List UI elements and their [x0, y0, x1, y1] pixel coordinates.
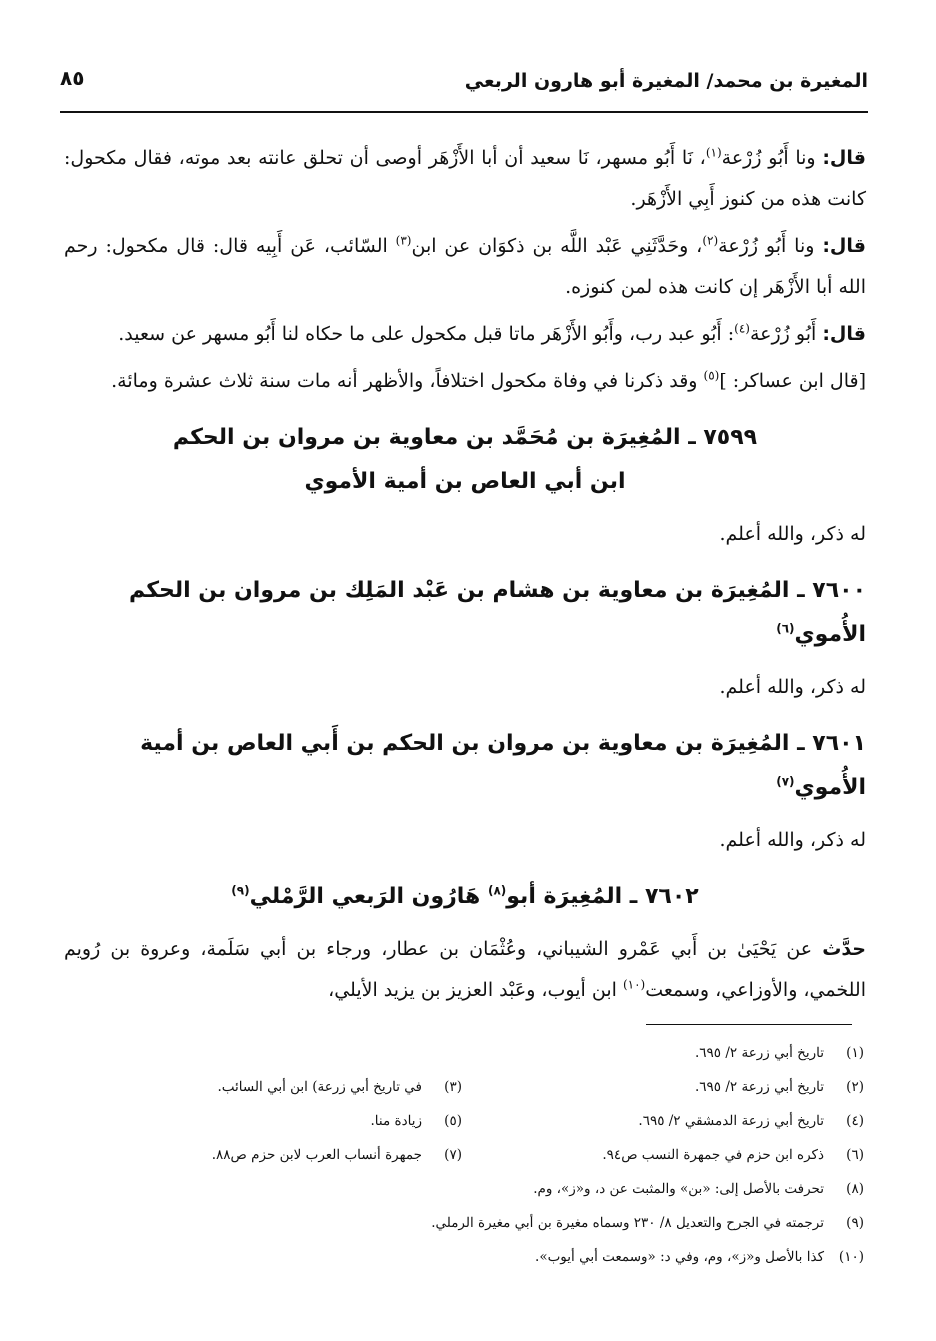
footnote: [462, 1104, 864, 1138]
page-number: ٨٥: [60, 66, 85, 90]
footnote: [60, 1070, 462, 1104]
footnote-row: [60, 1240, 864, 1274]
header-rule: [60, 111, 868, 113]
paragraph-text: : أَبُو عبد رب، وأَبُو الأَزْهَر ماتا قبل مكحول على ما حكاه لنا أَبُو مسهر عن سعيد.: [118, 323, 735, 345]
running-title: المغيرة بن محمد/ المغيرة أبو هارون الربعي: [464, 70, 868, 92]
paragraph-text: ابن أيوب، وعَبْد العزيز بن يزيد الأيلي،: [328, 979, 623, 1001]
footnote-text: تاريخ أبي زرعة ٢/ ٦٩٥.: [695, 1079, 824, 1095]
entry-heading-line: ٧٥٩٩ ـ المُغِيرَة بن مُحَمَّد بن معاوية بن مروان بن الحكم: [172, 425, 758, 450]
paragraph-text: ، نَا أَبُو مسهر، نَا سعيد أن أبا الأَزْهَر أوصى أن تحلق عانته بعد موته، فقال مكحول: كانت هذه من كنوز أَبِي الأَزْهَر.: [64, 147, 866, 210]
footnote-number: (٦): [846, 1147, 864, 1163]
footnote-number: (١): [846, 1045, 864, 1061]
footnote-number: (٨): [846, 1181, 864, 1197]
footnote: [60, 1172, 864, 1206]
paragraph-lead: قال:: [822, 323, 866, 345]
entry-heading-line: هَارُون الرَبعي الرَّمْلي: [249, 884, 488, 909]
footnote-number: (٧): [444, 1147, 462, 1163]
footnote-text: في تاريخ أبي زرعة) ابن أبي السائب.: [217, 1079, 422, 1095]
running-header: [60, 66, 868, 102]
footnote-row: [60, 1070, 864, 1104]
entry-heading-7600: [64, 569, 866, 657]
entry-heading-line: ٧٦٠٢ ـ المُغِيرَة أبو: [506, 884, 699, 909]
footnote-text: كذا بالأصل و«ز»، وم، وفي د: «وسمعت أبي أيوب».: [535, 1249, 824, 1265]
entry-text: له ذكر، والله أعلم.: [719, 676, 866, 698]
footnote-text: تاريخ أبي زرعة ٢/ ٦٩٥.: [695, 1045, 824, 1061]
footnote-text: تاريخ أبي زرعة الدمشقي ٢/ ٦٩٥.: [638, 1113, 824, 1129]
footnote-text: ترجمته في الجرح والتعديل ٨/ ٢٣٠ وسماه مغيرة بن أبي مغيرة الرملي.: [431, 1215, 824, 1231]
paragraph-text: ونا أَبُو زُرْعة: [721, 147, 823, 169]
footnote-number: (٢): [846, 1079, 864, 1095]
footnote: [60, 1138, 462, 1172]
footnote-text: زيادة منا.: [370, 1113, 422, 1129]
footnote-ref[interactable]: (٩): [231, 883, 250, 898]
footnote: [462, 1036, 864, 1070]
footnote-ref[interactable]: (٨): [487, 883, 507, 898]
footnote-row: [60, 1104, 864, 1138]
footnote-ref[interactable]: (٣): [395, 233, 412, 248]
footnote-number: (١٠): [838, 1249, 864, 1265]
footnote-ref[interactable]: (٢): [702, 233, 719, 248]
paragraph-4: [64, 361, 866, 402]
footnote-number: (٣): [444, 1079, 462, 1095]
footnotes: [60, 1036, 864, 1274]
footnote: [60, 1240, 864, 1274]
paragraph-text: عن يَحْيَىٰ بن أَبي عَمْرو الشيباني، وعُثْمَان بن عطار، ورجاء بن أبي سَلَمة، وعروة بن رُويم اللخمي، والأوزاعي، وسمعت: [64, 938, 866, 1001]
paragraph-text: أَبُو زُرْعة: [749, 323, 823, 345]
footnote-ref[interactable]: (٦): [776, 621, 795, 636]
main-text: [64, 138, 866, 1017]
paragraph-2: [64, 226, 866, 308]
paragraph-1: [64, 138, 866, 220]
entry-text: له ذكر، والله أعلم.: [719, 829, 866, 851]
entry-heading-line: ٧٦٠١ ـ المُغِيرَة بن معاوية بن مروان بن الحكم بن أَبي العاص بن أمية الأُموي: [140, 731, 866, 800]
entry-heading-7602: [64, 875, 866, 919]
footnote-row: [60, 1138, 864, 1172]
footnote-ref[interactable]: (١٠): [622, 977, 646, 992]
footnote-row: [60, 1206, 864, 1240]
paragraph-5: [64, 929, 866, 1011]
footnote-number: (٩): [846, 1215, 864, 1231]
entry-text: له ذكر، والله أعلم.: [719, 523, 866, 545]
footnote: [60, 1104, 462, 1138]
footnote-text: تحرفت بالأصل إلى: «بن» والمثبت عن د، و«ز»، وم.: [533, 1181, 824, 1197]
paragraph-text: ، وحَدَّثَنِي عَبْد اللَّه بن ذكوَان عن ابن: [411, 235, 703, 257]
footnote-ref[interactable]: (١): [705, 145, 722, 160]
footnote-number: (٤): [846, 1113, 864, 1129]
paragraph-lead: حدَّث: [822, 938, 866, 960]
paragraph-3: [64, 314, 866, 355]
footnote: [462, 1138, 864, 1172]
footnote-rule: [646, 1024, 852, 1025]
paragraph-text: السّائب، عَن أَبِيه قال: قال مكحول: رحم الله أبا الأَزْهَر إن كانت هذه لمن كنوزه.: [64, 235, 866, 298]
paragraph-text: [قال ابن عساكر: ]: [719, 370, 866, 392]
footnote-ref[interactable]: (٥): [703, 368, 720, 383]
footnote-number: (٥): [444, 1113, 462, 1129]
footnote-empty: [60, 1036, 462, 1070]
footnote: [60, 1206, 864, 1240]
footnote-ref[interactable]: (٤): [734, 321, 750, 336]
footnote-text: ذكره ابن حزم في جمهرة النسب ص٩٤.: [602, 1147, 824, 1163]
entry-heading-line: ٧٦٠٠ ـ المُغِيرَة بن معاوية بن هشام بن عَبْد المَلِك بن مروان بن الحكم الأُموي: [128, 578, 866, 647]
entry-heading-7599: [64, 416, 866, 504]
footnote-ref[interactable]: (٧): [776, 774, 795, 789]
footnote-row: [60, 1172, 864, 1206]
entry-heading-line: ابن أبي العاص بن أمية الأموي: [304, 469, 626, 494]
footnote: [462, 1070, 864, 1104]
paragraph-lead: قال:: [822, 147, 866, 169]
footnote-text: جمهرة أنساب العرب لابن حزم ص٨٨.: [211, 1147, 422, 1163]
footnote-row: [60, 1036, 864, 1070]
paragraph-lead: قال:: [822, 235, 866, 257]
paragraph-text: ونا أَبُو زُرْعة: [718, 235, 823, 257]
paragraph-text: وقد ذكرنا في وفاة مكحول اختلافاً، والأظهر أنه مات سنة ثلاث عشرة ومائة.: [111, 370, 704, 392]
entry-heading-7601: [64, 722, 866, 810]
